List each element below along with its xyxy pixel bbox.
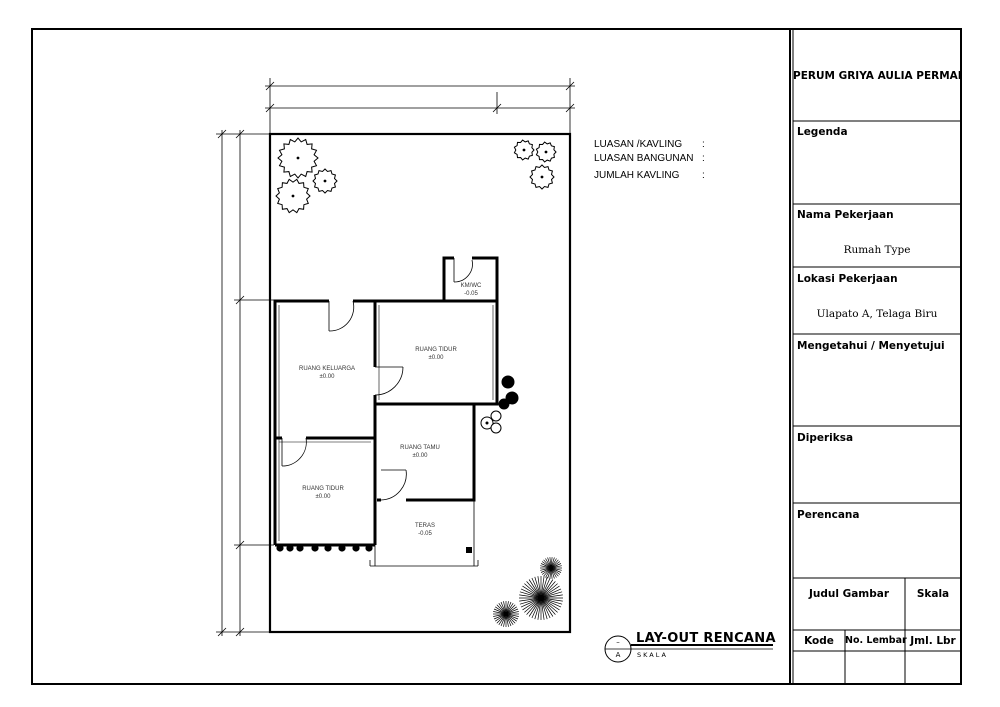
bedroom-2-elevation: ±0.00 [315, 494, 331, 500]
tree-bottom-right-1 [540, 557, 562, 579]
tree-top-left-3-trunk [292, 195, 295, 198]
inner-wall-lines [279, 305, 493, 541]
scale-label: Skala [916, 588, 950, 600]
family-room-elevation: ±0.00 [319, 374, 335, 380]
family-room-name: RUANG KELUARGA [298, 366, 355, 372]
top-dimension-lines [265, 78, 575, 134]
sheet-count-label: Jml. Lbr [910, 635, 956, 647]
kmwc-name: KM/WC [460, 283, 482, 289]
terrace-label [390, 522, 460, 538]
tree-bottom-right-2 [519, 576, 563, 620]
family-room-label [282, 365, 372, 381]
bedroom-2-name: RUANG TIDUR [302, 486, 344, 492]
job-value: Rumah Type [843, 244, 911, 256]
kmwc-label [450, 282, 492, 298]
drawing-title-label: Judul Gambar [808, 588, 890, 600]
tree-top-left-1-trunk [297, 157, 300, 160]
lot-count-label: JUMLAH KAVLING [594, 170, 680, 181]
checked-label: Diperiksa [797, 432, 854, 444]
approve-label: Mengetahui / Menyetujui [797, 340, 945, 352]
tree-bottom-right-3 [493, 601, 519, 627]
drawing-scale-word: SKALA [637, 651, 668, 659]
drawing-title: LAY-OUT RENCANA [636, 631, 776, 646]
lot-area-colon: : [702, 139, 705, 150]
terrace-column [466, 547, 472, 553]
location-value: Ulapato A, Telaga Biru [816, 308, 938, 320]
guest-room-elevation: ±0.00 [412, 453, 428, 459]
terrace-name: TERAS [414, 523, 435, 529]
planner-label: Perencana [797, 509, 860, 521]
tree-top-right-2-trunk [545, 151, 548, 154]
kmwc-elevation: -0.05 [464, 291, 478, 297]
job-label: Nama Pekerjaan [797, 209, 894, 221]
left-dimension-lines [216, 130, 274, 636]
legend-label: Legenda [797, 126, 848, 138]
guest-room-label [384, 444, 456, 460]
project-name: PERUM GRIYA AULIA PERMAI [793, 70, 962, 82]
building-area-label: LUASAN BANGUNAN [594, 153, 694, 164]
guest-room-name: RUANG TAMU [400, 445, 440, 451]
lot-area-label: LUASAN /KAVLING [594, 139, 683, 150]
landscape-trees [276, 138, 563, 627]
lot-count-colon: : [702, 170, 705, 181]
tree-top-right-3-trunk [541, 176, 544, 179]
building-walls [275, 258, 497, 545]
site-boundary [270, 134, 570, 632]
drawing-symbol-bottom: A [615, 651, 621, 659]
sheet-no-label: No. Lembar [845, 635, 907, 646]
location-label: Lokasi Pekerjaan [797, 273, 898, 285]
bedroom-1-name: RUANG TIDUR [415, 347, 457, 353]
code-label: Kode [804, 635, 834, 647]
bedroom-1-label [400, 346, 472, 362]
terrace-elevation: -0.05 [418, 531, 432, 537]
tree-top-right-1-trunk [523, 149, 526, 152]
building-area-colon: : [702, 153, 705, 164]
tree-top-left-2-trunk [324, 180, 327, 183]
drawing-symbol-top: – [616, 638, 620, 646]
bedroom-2-label [287, 485, 359, 501]
bedroom-1-elevation: ±0.00 [428, 355, 444, 361]
